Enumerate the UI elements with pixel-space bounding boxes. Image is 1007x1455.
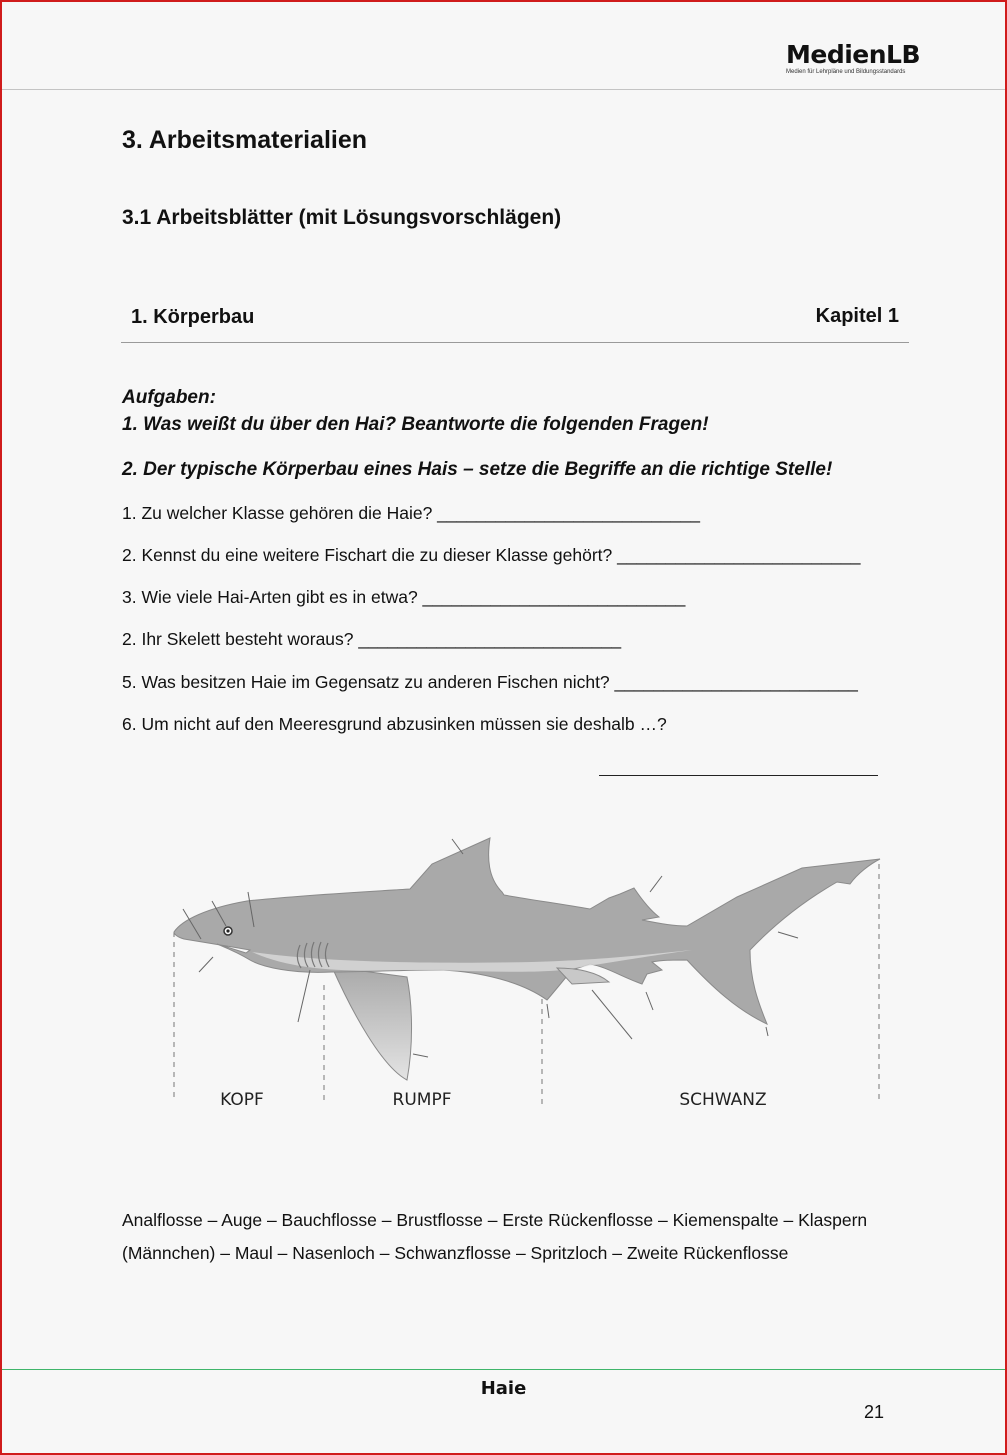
task-2: 2. Der typische Körperbau eines Hais – setze die Begriffe an die richtige Stelle!: [122, 459, 833, 480]
shark-anatomy-diagram: [2, 2, 1005, 1122]
question-3: 3. Wie viele Hai-Arten gibt es in etwa? ___________________________: [122, 587, 686, 607]
question-4: 2. Ihr Skelett besteht woraus? ___________________________: [122, 629, 622, 649]
worksheet-title: 1. Körperbau: [131, 306, 255, 328]
chapter-heading: 3. Arbeitsmaterialien: [122, 126, 368, 154]
region-label-kopf: KOPF: [220, 1090, 264, 1110]
logo-wordmark: MedienLB: [786, 40, 921, 69]
shark-pupil: [226, 929, 229, 932]
logo-tagline: Medien für Lehrpläne und Bildungsstandards: [786, 69, 906, 75]
page-number: 21: [864, 1402, 885, 1422]
pectoral-fin-shape: [332, 967, 412, 1080]
question-2: 2. Kennst du eine weitere Fischart die zu dieser Klasse gehört? _________________________: [122, 545, 861, 565]
worksheet-chapter: Kapitel 1: [815, 305, 899, 327]
region-label-schwanz: SCHWANZ: [679, 1090, 767, 1110]
question-6: 6. Um nicht auf den Meeresgrund abzusinken müssen sie deshalb …?: [122, 714, 667, 734]
footer-title: Haie: [480, 1378, 527, 1399]
section-heading: 3.1 Arbeitsblätter (mit Lösungsvorschlägen): [122, 206, 562, 229]
task-1: 1. Was weißt du über den Hai? Beantworte die folgenden Fragen!: [122, 414, 709, 435]
anal-fin-shape: [557, 968, 609, 984]
tasks-label: Aufgaben:: [122, 387, 216, 408]
shark-body-shape: [174, 838, 880, 1024]
region-label-rumpf: RUMPF: [392, 1090, 452, 1110]
terms-word-bank: Analflosse – Auge – Bauchflosse – Brustflosse – Erste Rückenflosse – Kiemenspalte – Klaspern (Männchen) – Maul – Nasenloch – Schwanzflosse – Spritzloch – Zweite Rückenflosse: [122, 1210, 868, 1263]
question-5: 5. Was besitzen Haie im Gegensatz zu anderen Fischen nicht? _________________________: [122, 672, 858, 692]
footer-divider: [2, 1369, 1005, 1370]
question-1: 1. Zu welcher Klasse gehören die Haie? ___________________________: [122, 503, 700, 523]
